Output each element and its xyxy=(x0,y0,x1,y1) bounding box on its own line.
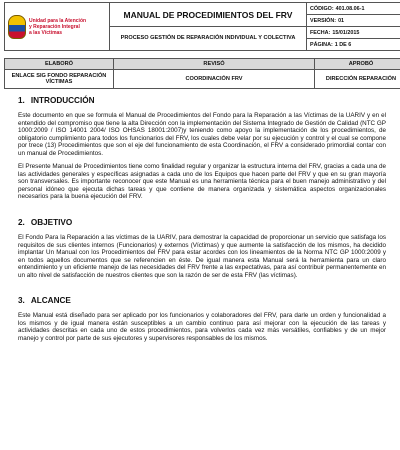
version-value: 01 xyxy=(338,17,345,24)
version-label: VERSIÓN: xyxy=(310,17,337,24)
logo-text xyxy=(29,18,86,36)
document-title: MANUAL DE PROCEDIMIENTOS DEL FRV xyxy=(110,3,307,27)
document-body xyxy=(18,96,386,342)
paragraph: Este documento en que se formula el Manual de Procedimientos del Fondo para la Reparación a las Víctimas de la UARIV y en el entendido del compromiso que tiene la alta Dirección con la implementación del Sistema Integrado de Gestión de Calidad (NTC GP 1000:2009 / ISO 14001 2004/ ISO OHSAS 18001:2007)y teniendo como apoyo la implementación de los procedimientos, de obligatorio cumplimiento para todos los funcionarios del FRV, los cuales debe velar por su ejecución y control y el cual se compone por trece (13) Procedimientos que son el eje del funcionamiento de esta Coordinación, el FRV a considerado primordial contar con un manual de Procedimientos. xyxy=(18,112,386,157)
aprobo-value: DIRECCIÓN REPARACIÓN xyxy=(315,70,400,89)
codigo-field xyxy=(307,3,400,15)
pagina-value: 1 DE 6 xyxy=(334,41,352,48)
logo-text-line-3: a las Víctimas xyxy=(29,29,63,36)
logo-cell xyxy=(5,3,110,51)
paragraph: El Presente Manual de Procedimientos tiene como finalidad regular y organizar la estructura interna del FRV, gracias a cada una de las actividades generales y específicas asignadas a cada uno de los Equipos que hacen parte del FRV y que en su gran mayoría son transversales. Es importante reconocer que este Manual es una herramienta técnica para el buen manejo administrativo y del personal idóneo que ejecuta dichas tareas y que contiene de manera organizada y sistemática aspectos organizacionales necesarios para la buena ejecución del FRV. xyxy=(18,163,386,201)
pagina-label: PÁGINA: xyxy=(310,41,333,48)
fecha-field xyxy=(307,27,400,39)
reviso-value: COORDINACIÓN FRV xyxy=(114,70,315,89)
logo-text-line-1: Unidad para la Atención xyxy=(29,17,87,24)
process-name: PROCESO GESTIÓN DE REPARACIÓN INDIVIDUAL Y COLECTIVA xyxy=(110,27,307,51)
logo-text-line-2: y Reparación Integral xyxy=(29,23,80,30)
elaboro-header: ELABORÓ xyxy=(5,59,114,70)
fecha-value: 15/01/2015 xyxy=(332,29,360,36)
section-heading-objetivo xyxy=(18,218,386,227)
aprobo-header: APROBÓ xyxy=(315,59,400,70)
unidad-victimas-logo xyxy=(5,13,109,41)
section-number: 3. xyxy=(18,296,25,306)
section-number: 2. xyxy=(18,218,25,228)
reviso-header: REVISÓ xyxy=(114,59,315,70)
codigo-label: CÓDIGO: xyxy=(310,5,334,12)
pagina-field xyxy=(307,39,400,51)
colombia-crest-icon xyxy=(8,15,26,39)
section-heading-alcance xyxy=(18,296,386,305)
section-title: OBJETIVO xyxy=(30,218,73,228)
section-heading-introduccion xyxy=(18,96,386,105)
codigo-value: 401.08.06-1 xyxy=(335,5,365,12)
fecha-label: FECHA: xyxy=(310,29,331,36)
paragraph: Este Manual está diseñado para ser aplicado por los funcionarios y colaboradores del FRV, para darle un orden y funcionalidad a los mismos y de igual manera están susceptibles a un cambio continuo para así mejorar con la ejecución de las tareas y actividades descritas en cada uno de estos procedimientos, para volverlos cada vez más versátiles, confiables y de un mejor manejo y control por parte de sus ejecutores y supervisores responsables de los mismos. xyxy=(18,312,386,342)
document-header-table xyxy=(4,2,400,51)
version-field xyxy=(307,15,400,27)
elaboro-value: ENLACE SIG FONDO REPARACIÓN VÍCTIMAS xyxy=(5,70,114,89)
section-title: INTRODUCCIÓN xyxy=(30,96,95,105)
signature-table xyxy=(4,58,400,89)
section-number: 1. xyxy=(18,96,25,105)
section-title: ALCANCE xyxy=(30,296,71,306)
paragraph: El Fondo Para la Reparación a las víctimas de la UARIV, para demostrar la capacidad de proporcionar un servicio que satisfaga los requisitos de sus clientes internos (Funcionarios) y externos (Víctimas) y que aumente la satisfacción de los mismos, ha decidido implantar Un Manual con los Procedimientos del FRV para estar acordes con los lineamientos de la Norma NTC GP 1000:2009 y en todos aquellos documentos que se referencien en éste. De igual manera esta Manual será la herramienta para un claro entendimiento y un eficiente manejo de las necesidades del FRV frente a las expectativas, para así contribuir permanentemente en un alto nivel de satisfacción de nuestros clientes que son la razón de ser de esta FRV (las víctimas). xyxy=(18,234,386,279)
